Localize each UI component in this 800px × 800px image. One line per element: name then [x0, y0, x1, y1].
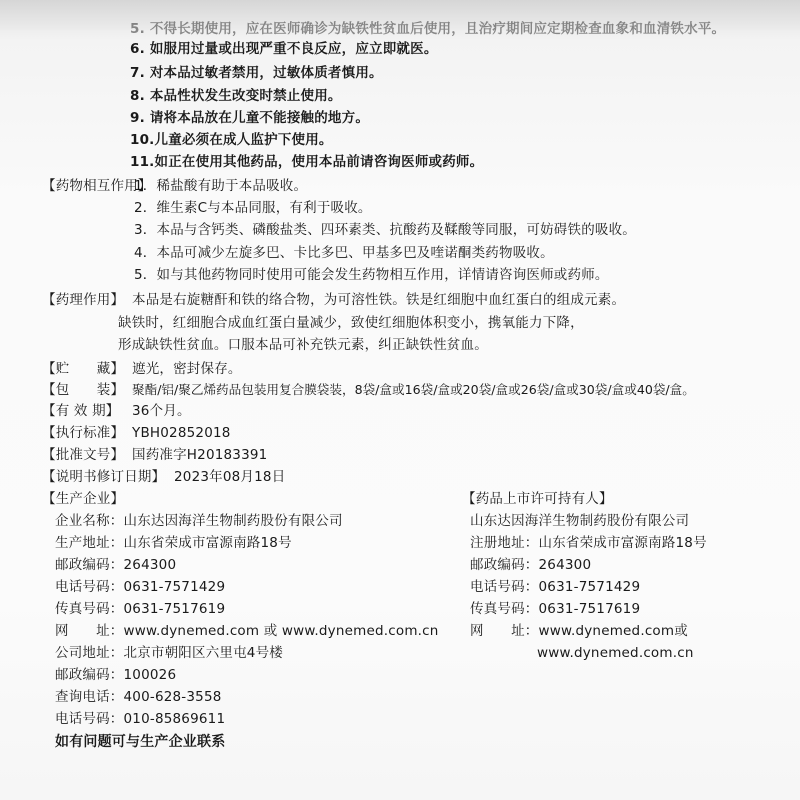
holder-row: 电话号码：0631-7571429: [470, 579, 641, 595]
section-label-storage: 【贮 藏】: [42, 361, 125, 377]
package-value: 聚酯/铝/聚乙烯药品包装用复合膜袋装，8袋/盒或16袋/盒或20袋/盒或26袋/盒或30袋/盒或40袋/盒。: [132, 382, 695, 397]
section-label-package: 【包 装】: [42, 382, 125, 398]
manufacturer-row: 电话号码：010-85869611: [55, 711, 226, 727]
interaction-item: 5．如与其他药物同时使用可能会发生药物相互作用，详情请咨询医师或药师。: [134, 267, 609, 283]
interaction-item: 4．本品可减少左旋多巴、卡比多巴、甲基多巴及喹诺酮类药物吸收。: [134, 245, 554, 261]
pharmacology-line: 形成缺铁性贫血。口服本品可补充铁元素，纠正缺铁性贫血。: [118, 337, 488, 353]
interaction-item: 3．本品与含钙类、磷酸盐类、四环素类、抗酸药及鞣酸等同服，可妨碍铁的吸收。: [134, 222, 636, 238]
section-label-revision: 【说明书修订日期】: [42, 469, 166, 485]
approval-value: 国药准字H20183391: [132, 447, 268, 463]
holder-row: 网 址：www.dynemed.com或: [470, 623, 688, 639]
section-label-manufacturer: 【生产企业】: [42, 491, 125, 507]
section-label-standard: 【执行标准】: [42, 425, 125, 441]
manufacturer-row: 网 址：www.dynemed.com 或 www.dynemed.com.cn: [55, 623, 439, 639]
revision-value: 2023年08月18日: [174, 469, 286, 485]
section-label-holder: 【药品上市许可持有人】: [462, 491, 613, 507]
caution-item: 11.如正在使用其他药品，使用本品前请咨询医师或药师。: [130, 154, 484, 170]
manufacturer-row: 生产地址：山东省荣成市富源南路18号: [55, 535, 292, 551]
holder-row: 注册地址：山东省荣成市富源南路18号: [470, 535, 707, 551]
caution-item: 8. 本品性状发生改变时禁止使用。: [130, 88, 342, 104]
pharmacology-line: 本品是右旋糖酐和铁的络合物，为可溶性铁。铁是红细胞中血红蛋白的组成元素。: [132, 292, 626, 308]
caution-item: 6. 如服用过量或出现严重不良反应，应立即就医。: [130, 41, 438, 57]
caution-item: 10.儿童必须在成人监护下使用。: [130, 132, 333, 148]
interaction-item: 2．维生素C与本品同服，有利于吸收。: [134, 200, 372, 216]
caution-item: 7. 对本品过敏者禁用，过敏体质者慎用。: [130, 65, 383, 81]
validity-value: 36个月。: [132, 403, 191, 419]
caution-item: 9. 请将本品放在儿童不能接触的地方。: [130, 110, 370, 126]
manufacturer-row: 邮政编码：264300: [55, 557, 177, 573]
contact-note: 如有问题可与生产企业联系: [55, 734, 226, 750]
holder-row: 邮政编码：264300: [470, 557, 592, 573]
section-label-approval: 【批准文号】: [42, 447, 125, 463]
caution-item: 5. 不得长期使用，应在医师确诊为缺铁性贫血后使用，且治疗期间应定期检查血象和血清铁水平。: [130, 21, 726, 37]
pharmacology-line: 缺铁时，红细胞合成血红蛋白量减少，致使红细胞体积变小，携氧能力下降，: [118, 315, 584, 331]
standard-value: YBH02852018: [132, 425, 231, 441]
holder-row: www.dynemed.com.cn: [537, 645, 694, 661]
holder-row: 传真号码：0631-7517619: [470, 601, 641, 617]
storage-value: 遮光，密封保存。: [132, 361, 242, 377]
manufacturer-row: 公司地址：北京市朝阳区六里屯4号楼: [55, 645, 283, 661]
section-label-interactions: 【药物相互作用】: [42, 178, 152, 194]
manufacturer-row: 电话号码：0631-7571429: [55, 579, 226, 595]
section-label-pharmacology: 【药理作用】: [42, 292, 125, 308]
manufacturer-row: 企业名称：山东达因海洋生物制药股份有限公司: [55, 513, 343, 529]
manufacturer-row: 查询电话：400-628-3558: [55, 689, 222, 705]
manufacturer-row: 传真号码：0631-7517619: [55, 601, 226, 617]
holder-row: 山东达因海洋生物制药股份有限公司: [470, 513, 690, 529]
interaction-item: 1．稀盐酸有助于本品吸收。: [134, 178, 308, 194]
section-label-validity: 【有 效 期】: [42, 403, 120, 419]
manufacturer-row: 邮政编码：100026: [55, 667, 177, 683]
